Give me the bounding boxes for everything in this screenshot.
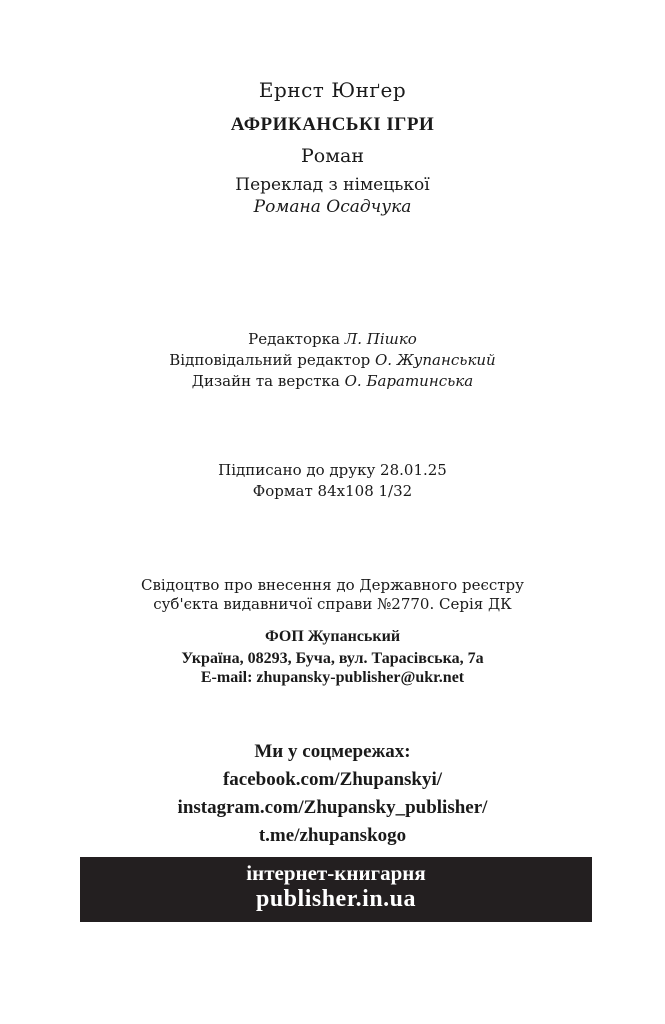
translation-note: Переклад з німецької (235, 175, 430, 195)
social-link-telegram: t.me/zhupanskogo (258, 825, 407, 846)
shop-banner (80, 857, 592, 922)
publisher-name: ФОП Жупанський (264, 628, 401, 645)
credit-person: Л. Пішко (344, 330, 417, 348)
certificate-line-1: Свідоцтво про внесення до Державного реєстру (141, 576, 524, 594)
translator-name: Романа Осадчука (253, 197, 412, 217)
print-format: Формат 84x108 1/32 (252, 482, 413, 500)
publisher-email: E-mail: zhupansky-publisher@ukr.net (200, 669, 465, 686)
book-author: Ернст Юнґер (258, 78, 407, 102)
book-title: АФРИКАНСЬКІ ІГРИ (230, 114, 435, 135)
shop-label: інтернет-книгарня (246, 861, 426, 885)
publisher-address: Україна, 08293, Буча, вул. Тарасівська, 7а (181, 650, 484, 667)
credit-responsible-editor (0, 351, 665, 369)
credit-design-layout (0, 372, 665, 390)
credit-person: О. Жупанський (375, 351, 496, 369)
social-heading: Ми у соцмережах: (254, 741, 411, 762)
credit-person: О. Баратинська (344, 372, 474, 390)
social-link-instagram: instagram.com/Zhupansky_publisher/ (177, 797, 488, 818)
shop-url: publisher.in.ua (255, 886, 417, 912)
certificate-line-2: суб'єкта видавничої справи №2770. Серія ДК (153, 595, 512, 613)
credit-role: Дизайн та верстка (191, 372, 340, 390)
credit-editor (0, 330, 665, 348)
credit-role: Редакторка (248, 330, 340, 348)
print-signed-date: Підписано до друку 28.01.25 (218, 461, 447, 479)
credit-role: Відповідальний редактор (169, 351, 371, 369)
social-link-facebook: facebook.com/Zhupanskyi/ (222, 769, 443, 790)
book-genre: Роман (301, 145, 364, 167)
